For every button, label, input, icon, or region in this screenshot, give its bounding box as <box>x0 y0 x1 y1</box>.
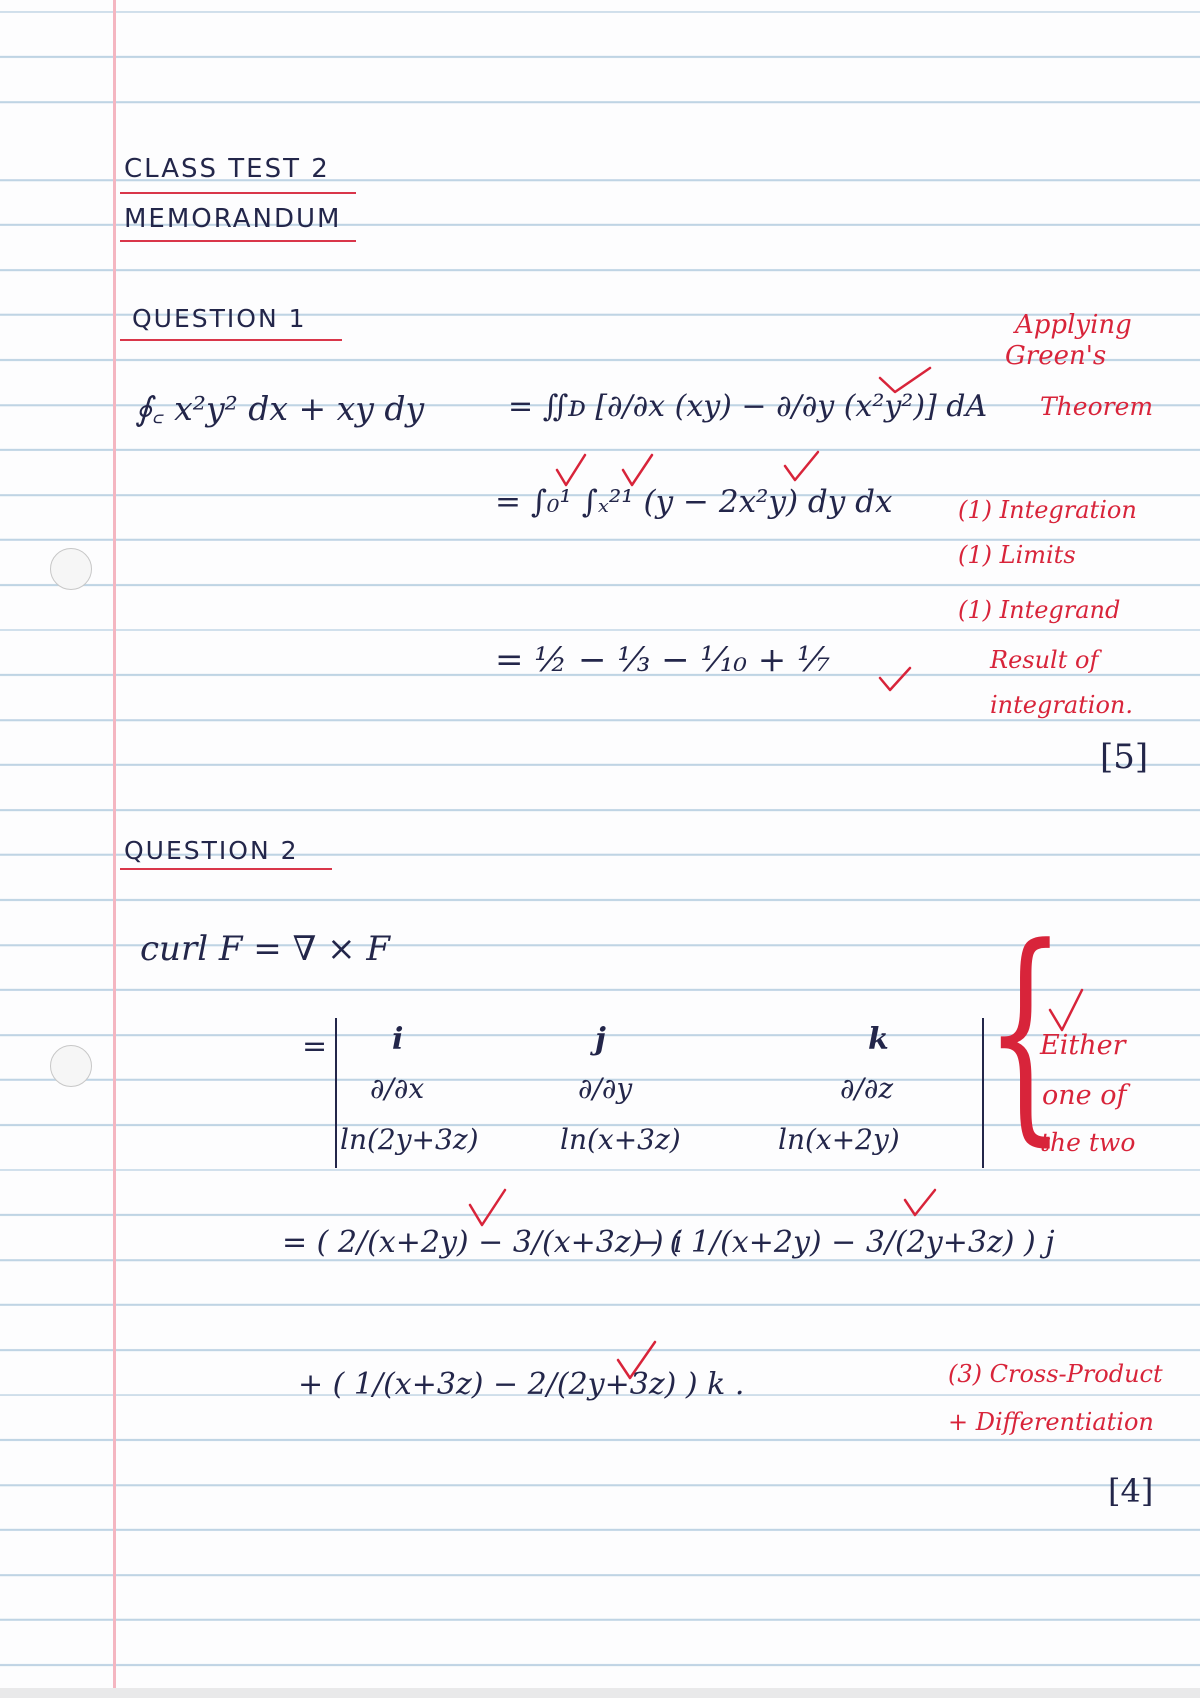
q2-right-brace: { <box>985 899 1066 1166</box>
question2-heading: QUESTION 2 <box>124 836 299 865</box>
q2-note-cross-product: (3) Cross-Product <box>948 1360 1163 1388</box>
q1-total-marks: [5] <box>1100 737 1149 777</box>
tick-i-term <box>470 1190 505 1225</box>
tick-limit-1 <box>557 455 585 485</box>
q2-note-either-1: Either <box>1040 1030 1126 1061</box>
q1-note-result-2: integration. <box>990 691 1133 719</box>
q1-result-expression: = ½ − ⅓ − ¹⁄₁₀ + ¹⁄₇ <box>495 640 831 680</box>
matrix-f2: ln(x+3z) <box>560 1123 681 1156</box>
matrix-d-dy: ∂/∂y <box>578 1072 633 1105</box>
matrix-j: j <box>595 1022 606 1057</box>
tick-j-term <box>905 1190 935 1215</box>
q1-note-theorem: Theorem <box>1040 392 1154 421</box>
q2-note-differentiation: + Differentiation <box>948 1408 1154 1436</box>
matrix-k: k <box>868 1022 889 1057</box>
q1-greens-double-integral: = ∬ᴅ [∂/∂x (xy) − ∂/∂y (x²y²)] dA <box>508 389 988 424</box>
tick-integrand <box>785 452 818 480</box>
q1-note-integration: (1) Integration <box>958 496 1137 524</box>
matrix-d-dz: ∂/∂z <box>840 1072 894 1105</box>
tick-either <box>1050 990 1082 1030</box>
matrix-f1: ln(2y+3z) <box>340 1123 479 1156</box>
memo-subtitle: MEMORANDUM <box>124 204 342 234</box>
tick-limit-2 <box>623 455 652 485</box>
q1-note-applying: Applying <box>1015 310 1132 340</box>
q2-j-component: − ( 1/(x+2y) − 3/(2y+3z) ) j <box>635 1225 1055 1260</box>
matrix-f3: ln(x+2y) <box>778 1123 900 1156</box>
tick-result <box>880 668 910 690</box>
tick-greens <box>880 368 930 392</box>
q2-curl-definition: curl F = ∇ × F <box>140 929 391 969</box>
q1-line-integral: ∮꜀ x²y² dx + xy dy <box>135 389 425 428</box>
q2-total-marks: [4] <box>1108 1472 1154 1510</box>
q2-note-either-3: the two <box>1040 1128 1136 1157</box>
q2-note-either-2: one of <box>1042 1080 1127 1111</box>
tick-k-term <box>618 1342 655 1378</box>
test-title: CLASS TEST 2 <box>124 154 330 184</box>
q2-determinant-equals: = <box>302 1029 328 1064</box>
q1-note-greens: Green's <box>1005 341 1107 371</box>
q1-iterated-integral: = ∫₀¹ ∫ₓ²¹ (y − 2x²y) dy dx <box>495 484 893 520</box>
scan-bottom-edge <box>0 1688 1200 1698</box>
question1-heading: QUESTION 1 <box>132 304 307 333</box>
q2-k-component: + ( 1/(x+3z) − 2/(2y+3z) ) k . <box>298 1367 745 1402</box>
q1-note-limits: (1) Limits <box>958 541 1076 569</box>
matrix-d-dx: ∂/∂x <box>370 1072 425 1105</box>
q1-note-integrand: (1) Integrand <box>958 596 1121 624</box>
q2-i-component: = ( 2/(x+2y) − 3/(x+3z) ) i <box>282 1225 683 1260</box>
q1-note-result-1: Result of <box>990 646 1099 674</box>
matrix-i: i <box>392 1022 404 1057</box>
